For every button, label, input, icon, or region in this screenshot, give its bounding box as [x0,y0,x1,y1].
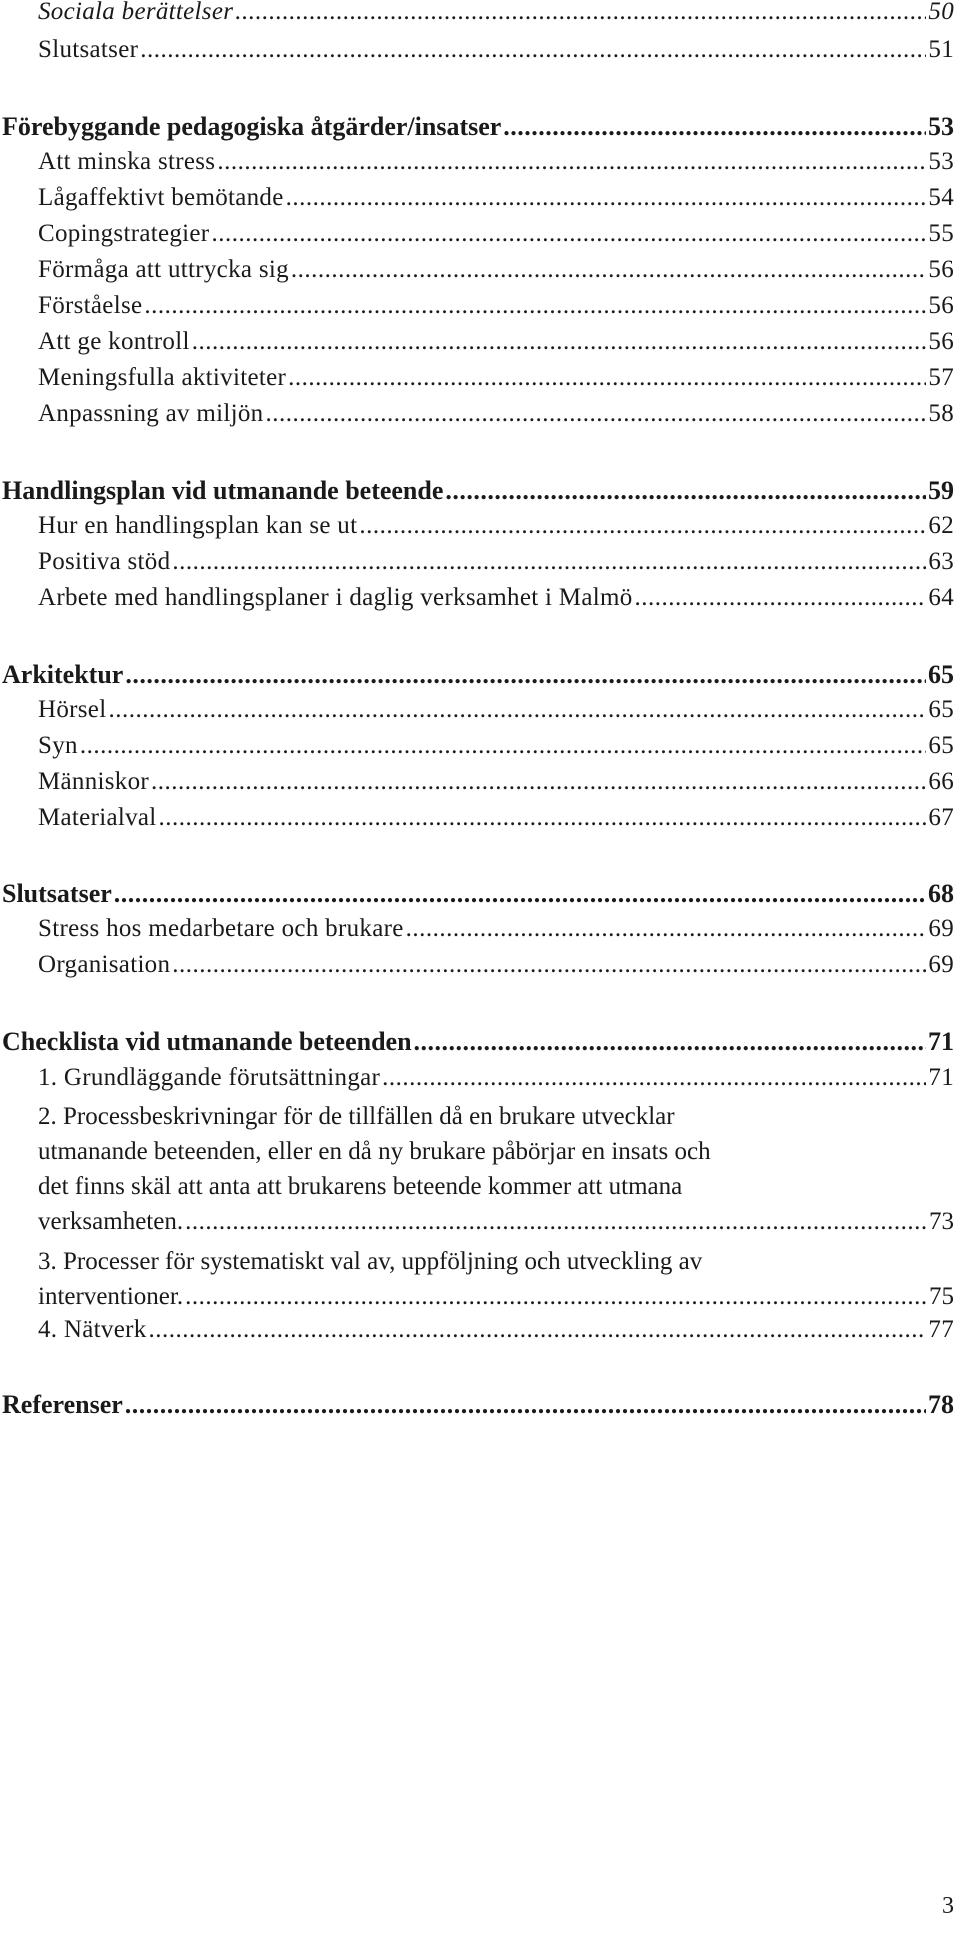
toc-entry-label: Materialval [38,804,157,831]
toc-entry-stress-hos-medarbetare[interactable] [0,915,954,943]
toc-entry-page: 75 [929,1283,954,1310]
toc-entry-label: Förståelse [38,292,143,319]
toc-entry-label: Syn [38,732,78,759]
toc-heading-label: Handlingsplan vid utmanande beteende [2,476,444,505]
toc-entry-page: 58 [928,400,954,427]
toc-entry-line: det finns skäl att anta att brukarens beteende kommer att utmana [38,1173,683,1200]
leader-dots [382,1064,926,1092]
toc-entry-page: 62 [928,512,954,539]
toc-heading-label: Förebyggande pedagogiska åtgärder/insatser [2,112,502,141]
leader-dots [265,400,926,428]
toc-entry-label: Arbete med handlingsplaner i daglig verksamhet i Malmö [38,584,633,611]
toc-entry-line: 3. Processer för systematiskt val av, uppföljning och utveckling av [38,1248,703,1275]
leader-dots [445,476,926,506]
toc-entry-page: 69 [928,915,954,942]
toc-entry-att-minska-stress[interactable] [0,148,954,176]
toc-entry-page: 56 [928,328,954,355]
toc-heading-page: 71 [928,1027,954,1056]
toc-entry-label: Meningsfulla aktiviteter [38,364,287,391]
toc-entry-forstaelse[interactable] [0,292,954,320]
toc-heading-page: 59 [928,476,954,505]
toc-entry-label: Hörsel [38,696,107,723]
leader-dots [217,148,926,176]
toc-heading-label: Arkitektur [2,660,124,689]
page-number: 3 [942,1893,954,1919]
toc-entry-formaga[interactable] [0,256,954,284]
toc-entry-label: 4. Nätverk [38,1316,147,1343]
toc-entry-page: 56 [928,292,954,319]
toc-entry-page: 65 [928,732,954,759]
toc-entry-page: 73 [929,1208,954,1235]
toc-entry-organisation[interactable] [0,951,954,979]
toc-entry-last-line [0,1279,954,1314]
toc-heading-forebyggande[interactable] [0,112,954,142]
leader-dots [159,804,927,832]
toc-entry-line: 2. Processbeskrivningar för de tillfällen då en brukare utvecklar [38,1103,675,1130]
toc-entry-page: 55 [928,220,954,247]
toc-heading-page: 65 [928,660,954,689]
leader-dots [125,660,926,690]
toc-entry-label: Stress hos medarbetare och brukare [38,915,404,942]
toc-entry-page: 71 [928,1064,954,1091]
toc-entry-label: Positiva stöd [38,548,171,575]
toc-entry-page: 54 [928,184,954,211]
toc-heading-label: Slutsatser [2,879,112,908]
toc-entry-page: 63 [928,548,954,575]
toc-heading-referenser[interactable] [0,1390,954,1420]
toc-entry-label: Anpassning av miljön [38,400,264,427]
leader-dots [114,879,926,909]
leader-dots [108,696,926,724]
leader-dots [192,328,927,356]
leader-dots [359,512,926,540]
toc-entry-copingstrategier[interactable] [0,220,954,248]
toc-entry-label: Att ge kontroll [38,328,190,355]
toc-entry-arbete-med-handlingsplaner[interactable] [0,584,954,612]
leader-dots [288,364,926,392]
toc-entry-processbeskrivningar[interactable] [0,1099,954,1239]
toc-heading-checklista[interactable] [0,1027,954,1057]
toc-entry-page: 66 [928,768,954,795]
toc-entry-hur-en-handlingsplan[interactable] [0,512,954,540]
leader-dots [140,36,926,64]
toc-entry-label: Förmåga att uttrycka sig [38,256,289,283]
toc-entry-positiva-stod[interactable] [0,548,954,576]
leader-dots [503,112,926,142]
toc-entry-materialval[interactable] [0,804,954,832]
leader-dots [172,951,926,979]
toc-entry-label: 1. Grundläggande förutsättningar [38,1064,381,1091]
toc-entry-label: Lågaffektivt bemötande [38,184,284,211]
toc-entry-natverk[interactable] [0,1316,954,1344]
toc-entry-slutsatser[interactable] [0,36,954,64]
toc-heading-page: 68 [928,879,954,908]
toc-entry-label: Slutsatser [38,36,139,63]
toc-entry-sociala-berattelser[interactable] [0,0,954,26]
toc-entry-page: 77 [928,1316,954,1343]
toc-entry-page: 51 [928,36,954,63]
toc-entry-page: 50 [928,0,954,25]
toc-entry-anpassning[interactable] [0,400,954,428]
leader-dots [211,220,926,248]
toc-heading-arkitektur[interactable] [0,660,954,690]
toc-entry-label: Copingstrategier [38,220,210,247]
toc-entry-label: interventioner. [38,1283,184,1310]
toc-entry-syn[interactable] [0,732,954,760]
leader-dots [235,0,926,26]
leader-dots [635,584,927,612]
toc-heading-handlingsplan[interactable] [0,476,954,506]
toc-entry-manniskor[interactable] [0,768,954,796]
toc-heading-page: 53 [928,112,954,141]
toc-entry-meningsfulla[interactable] [0,364,954,392]
toc-entry-label: Hur en handlingsplan kan se ut [38,512,358,539]
toc-entry-page: 69 [928,951,954,978]
toc-entry-line: utmanande beteenden, eller en då ny brukare påbörjar en insats och [38,1138,711,1165]
toc-entry-page: 65 [928,696,954,723]
toc-heading-page: 78 [928,1390,954,1419]
leader-dots [185,1204,927,1239]
toc-entry-label: Människor [38,768,150,795]
toc-entry-page: 53 [928,148,954,175]
toc-entry-page: 67 [928,804,954,831]
leader-dots [185,1279,927,1314]
leader-dots [125,1390,926,1420]
toc-entry-page: 57 [928,364,954,391]
leader-dots [414,1027,926,1057]
leader-dots [149,1316,927,1344]
toc-entry-page: 56 [928,256,954,283]
toc-entry-att-ge-kontroll[interactable] [0,328,954,356]
toc-entry-label: Sociala berättelser [38,0,234,25]
leader-dots [286,184,927,212]
toc-entry-page: 64 [928,584,954,611]
leader-dots [406,915,927,943]
toc-entry-label: Organisation [38,951,171,978]
leader-dots [80,732,927,760]
toc-entry-last-line [0,1204,954,1239]
toc-entry-label: verksamheten. [38,1208,184,1235]
toc-entry-lagaffektivt[interactable] [0,184,954,212]
toc-heading-label: Referenser [2,1390,123,1419]
leader-dots [151,768,926,796]
toc-heading-label: Checklista vid utmanande beteenden [2,1027,412,1056]
toc-entry-grundlaggande[interactable] [0,1064,954,1092]
toc-entry-processer[interactable] [0,1244,954,1314]
toc-heading-slutsatser[interactable] [0,879,954,909]
leader-dots [144,292,926,320]
toc-entry-label: Att minska stress [38,148,216,175]
toc-entry-horsel[interactable] [0,696,954,724]
leader-dots [291,256,927,284]
leader-dots [172,548,926,576]
